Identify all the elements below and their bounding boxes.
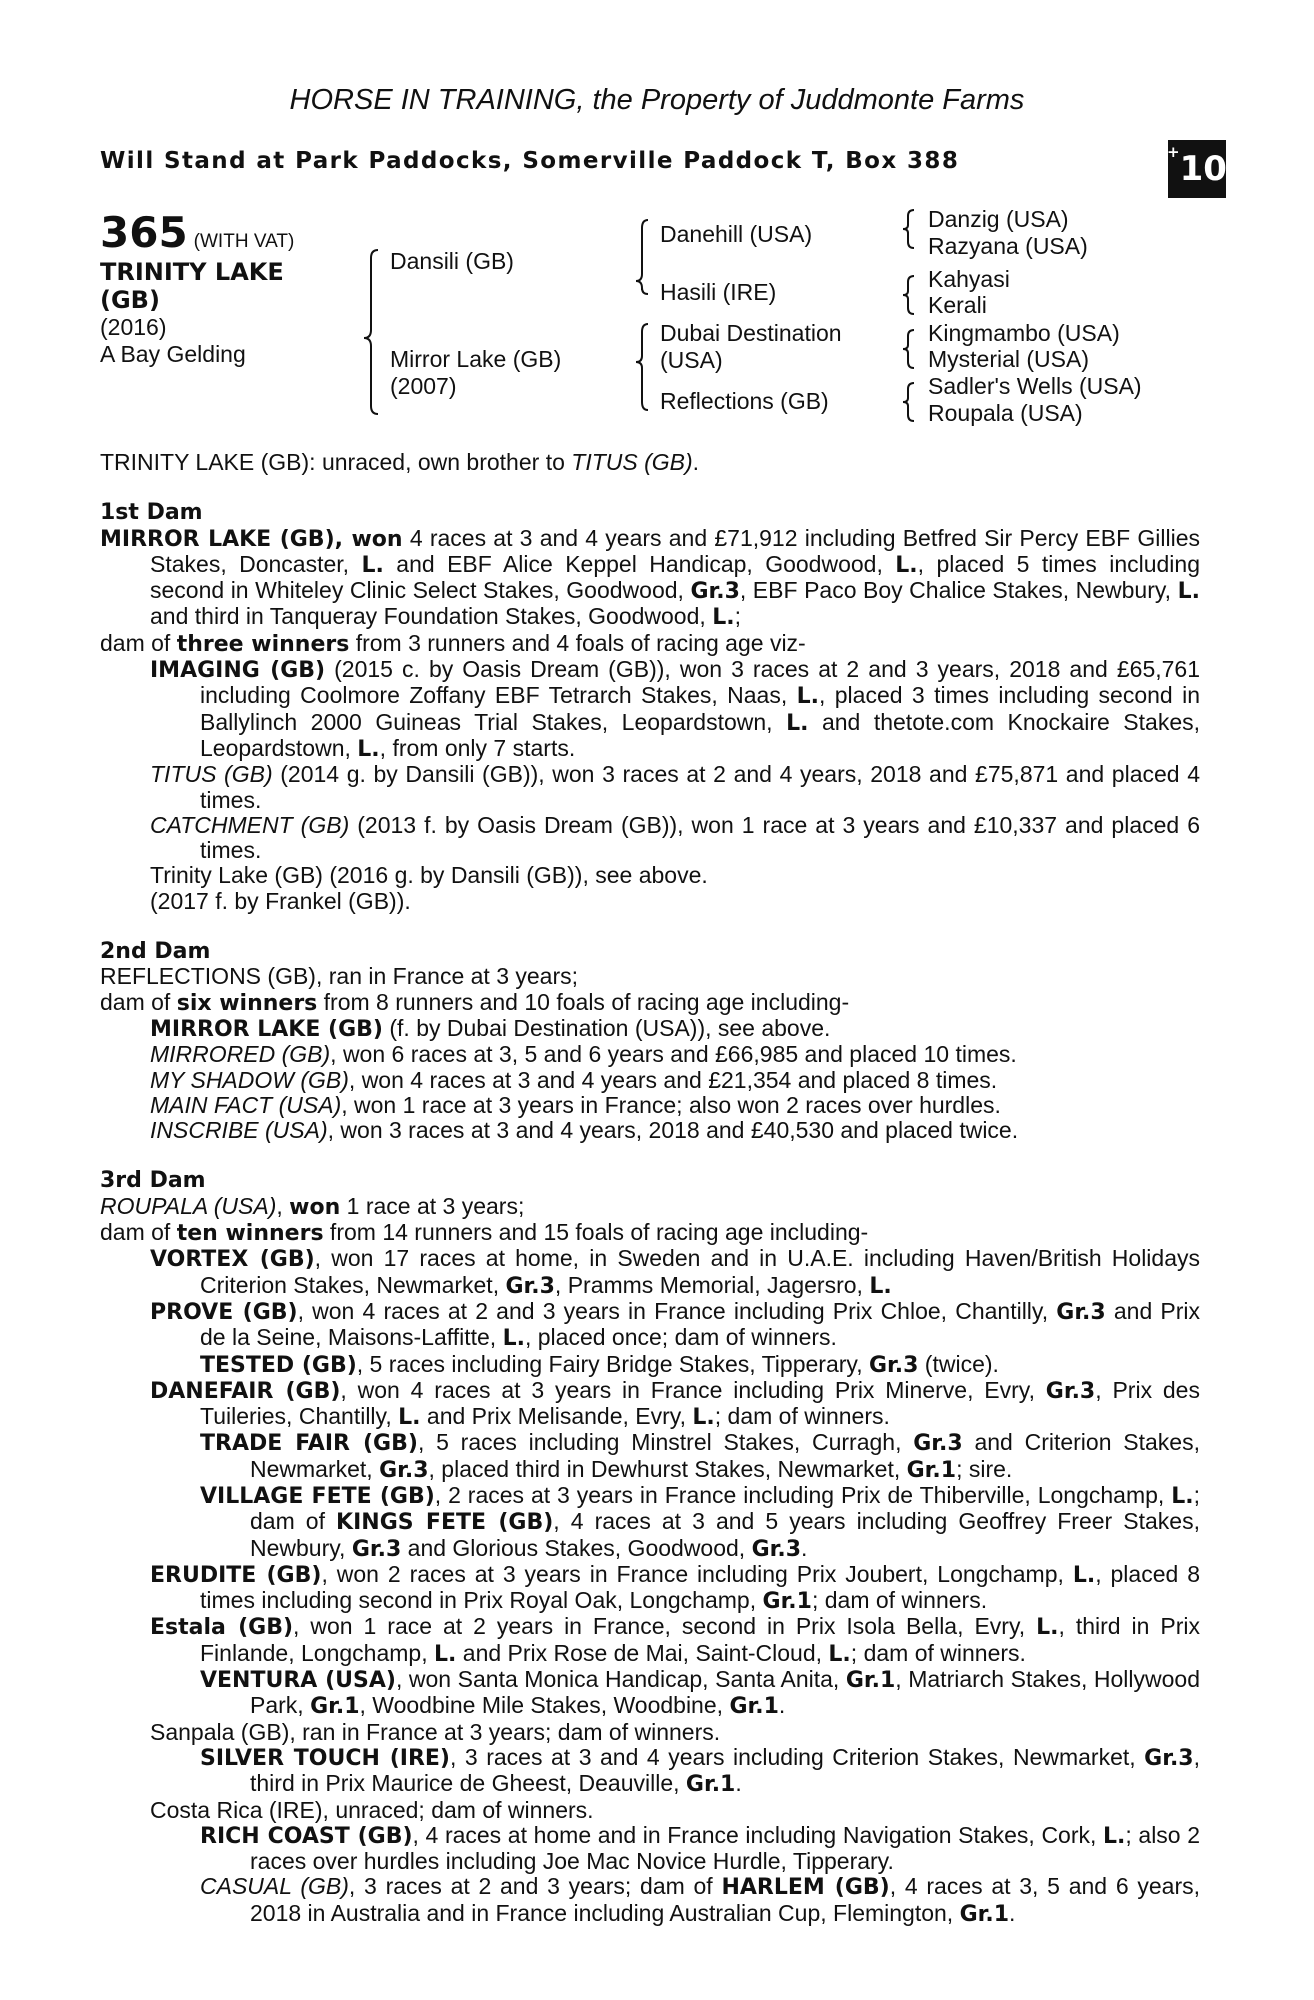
produce-my-shadow: MY SHADOW (GB), won 4 races at 3 and 4 years and £21,354 and placed 8 times. — [150, 1066, 998, 1093]
ped-sire-dam: Hasili (IRE) — [660, 279, 777, 305]
lot-number: 365 — [100, 208, 188, 257]
second-dam-record: REFLECTIONS (GB), ran in France at 3 years; — [100, 963, 579, 990]
first-dam-heading: 1st Dam — [100, 500, 203, 526]
produce-prove: PROVE (GB), won 4 races at 2 and 3 years in France including Prix Chloe, Chantilly, Gr.3 and Prix de la Seine, Maisons-Laffitte, L., placed once; dam of winners. — [150, 1297, 1201, 1352]
produce-mirrored: MIRRORED (GB), won 6 races at 3, 5 and 6 years and £66,985 and placed 10 times. — [150, 1041, 1017, 1068]
horse-year: (2016) — [100, 314, 167, 340]
ped-g3: Kahyasi — [928, 266, 1010, 292]
ped-g7: Sadler's Wells (USA) — [928, 373, 1142, 399]
produce-rich-coast: RICH COAST (GB), 4 races at home and in France including Navigation Stakes, Cork, L.; also 2 races over hurdles including Joe Mac Novice Hurdle, Tipperary. — [200, 1821, 1201, 1875]
produce-trinity-lake: Trinity Lake (GB) (2016 g. by Dansili (GB)), see above. — [150, 862, 708, 889]
pedigree-text — [100, 450, 1200, 1927]
horse-name: TRINITY LAKE — [100, 258, 284, 286]
badge-plus: + — [1167, 143, 1180, 161]
produce-sanpala: Sanpala (GB), ran in France at 3 years; dam of winners. — [150, 1718, 721, 1745]
ped-dam-year: (2007) — [390, 373, 457, 399]
ped-dam-sire-origin: (USA) — [660, 347, 723, 373]
produce-erudite: ERUDITE (GB), won 2 races at 3 years in France including Prix Joubert, Longchamp, L., placed 8 times including second in Prix Royal Oak, Longchamp, Gr.1; dam of winners. — [150, 1560, 1200, 1615]
ped-g5: Kingmambo (USA) — [928, 320, 1120, 346]
produce-costa-rica: Costa Rica (IRE), unraced; dam of winners. — [150, 1796, 594, 1823]
ped-g6: Mysterial (USA) — [928, 346, 1090, 372]
horse-origin: (GB) — [100, 286, 160, 314]
first-dam-record: MIRROR LAKE (GB), won 4 races at 3 and 4 years and £71,912 including Betfred Sir Percy EBF Gillies Stakes, Doncaster, L. and EBF Alice Keppel Handicap, Goodwood, L., placed 5 times including second in Whiteley Clinic Select Stakes, Goodwood, Gr.3, EBF Paco Boy Chalice Stakes, Newbury, L. and third in Tanqueray Foundation Stakes, Goodwood, L.; — [100, 524, 1201, 631]
produce-casual: CASUAL (GB), 3 races at 2 and 3 years; dam of HARLEM (GB), 4 races at 3, 5 and 6 years, 2018 in Australia and in France including Australian Cup, Flemington, Gr.1. — [200, 1873, 1200, 1927]
produce-trade-fair: TRADE FAIR (GB), 5 races including Minstrel Stakes, Curragh, Gr.3 and Criterion Stakes, Newmarket, Gr.3, placed third in Dewhurst Stakes, Newmarket, Gr.1; sire. — [200, 1429, 1200, 1483]
produce-catchment: CATCHMENT (GB) (2013 f. by Oasis Dream (GB)), won 1 race at 3 years and £10,337 and placed 6 times. — [150, 811, 1200, 864]
ped-dam-sire: Dubai Destination — [660, 320, 842, 346]
ped-dam-dam: Reflections (GB) — [660, 388, 829, 414]
second-dam-heading: 2nd Dam — [100, 939, 211, 965]
ped-g4: Kerali — [928, 292, 987, 318]
badge-number: 10 — [1179, 149, 1227, 189]
produce-titus: TITUS (GB) (2014 g. by Dansili (GB)), won 3 races at 2 and 4 years, 2018 and £75,871 and placed 4 times. — [150, 761, 1201, 813]
produce-tested: TESTED (GB), 5 races including Fairy Bridge Stakes, Tipperary, Gr.3 (twice). — [200, 1350, 999, 1378]
produce-ventura: VENTURA (USA), won Santa Monica Handicap, Santa Anita, Gr.1, Matriarch Stakes, Hollywood Park, Gr.1, Woodbine Mile Stakes, Woodbine, Gr.1. — [200, 1666, 1200, 1720]
ped-g2: Razyana (USA) — [928, 233, 1088, 259]
ped-g1: Danzig (USA) — [928, 206, 1069, 232]
produce-estala: Estala (GB), won 1 race at 2 years in France, second in Prix Isola Bella, Evry, L., third in Prix Finlande, Longchamp, L. and Prix Rose de Mai, Saint-Cloud, L.; dam of winners. — [150, 1613, 1200, 1667]
ped-sire-sire: Danehill (USA) — [660, 221, 813, 247]
stand-location: Will Stand at Park Paddocks, Somerville Paddock T, Box 388 — [100, 148, 960, 174]
produce-vortex: VORTEX (GB), won 17 races at home, in Sweden and in U.A.E. including Haven/British Holidays Criterion Stakes, Newmarket, Gr.3, Pramms Memorial, Jagersro, L. — [150, 1245, 1200, 1299]
lot-vat: (WITH VAT) — [193, 231, 295, 252]
produce-silver-touch: SILVER TOUCH (IRE), 3 races at 3 and 4 years including Criterion Stakes, Newmarket, Gr.3, third in Prix Maurice de Gheest, Deauville, Gr.1. — [200, 1743, 1200, 1798]
third-dam-produce-summary: dam of ten winners from 14 runners and 15 foals of racing age including- — [100, 1219, 869, 1247]
first-dam-produce-summary: dam of three winners from 3 runners and 4 foals of racing age viz- — [100, 629, 806, 657]
second-dam-produce-summary: dam of six winners from 8 runners and 10 foals of racing age including- — [100, 988, 850, 1016]
produce-main-fact: MAIN FACT (USA), won 1 race at 3 years in France; also won 2 races over hurdles. — [150, 1091, 1001, 1118]
produce-danefair: DANEFAIR (GB), won 4 races at 3 years in France including Prix Minerve, Evry, Gr.3, Prix des Tuileries, Chantilly, L. and Prix Melisande, Evry, L.; dam of winners. — [150, 1376, 1200, 1431]
intro-line: TRINITY LAKE (GB): unraced, own brother to TITUS (GB). — [100, 449, 700, 475]
page-title: HORSE IN TRAINING, the Property of Juddmonte Farms — [289, 84, 1025, 116]
produce-frankel-filly: (2017 f. by Frankel (GB)). — [150, 887, 411, 914]
produce-mirror-lake: MIRROR LAKE (GB) (f. by Dubai Destination (USA)), see above. — [150, 1014, 831, 1042]
produce-village-fete: VILLAGE FETE (GB), 2 races at 3 years in France including Prix de Thiberville, Longchamp, L.; dam of KINGS FETE (GB), 4 races at 3 and 5 years including Geoffrey Freer Stakes, Newbury, Gr.3 and Glorious Stakes, Goodwood, Gr.3. — [200, 1481, 1200, 1562]
ped-sire: Dansili (GB) — [390, 248, 514, 274]
produce-inscribe: INSCRIBE (USA), won 3 races at 3 and 4 years, 2018 and £40,530 and placed twice. — [150, 1117, 1019, 1144]
third-dam-heading: 3rd Dam — [100, 1168, 206, 1194]
horse-description: A Bay Gelding — [100, 341, 246, 367]
ped-dam: Mirror Lake (GB) — [390, 346, 562, 372]
third-dam-record: ROUPALA (USA), won 1 race at 3 years; — [100, 1192, 525, 1220]
ped-g8: Roupala (USA) — [928, 400, 1083, 426]
produce-imaging: IMAGING (GB) (2015 c. by Oasis Dream (GB)), won 3 races at 2 and 3 years, 2018 and £65,761 including Coolmore Zoffany EBF Tetrarch Stakes, Naas, L., placed 3 times including second in Ballylinch 2000 Guineas Trial Stakes, Leopardstown, L. and thetote.com Knockaire Stakes, Leopardstown, L., from only 7 starts. — [150, 656, 1201, 762]
